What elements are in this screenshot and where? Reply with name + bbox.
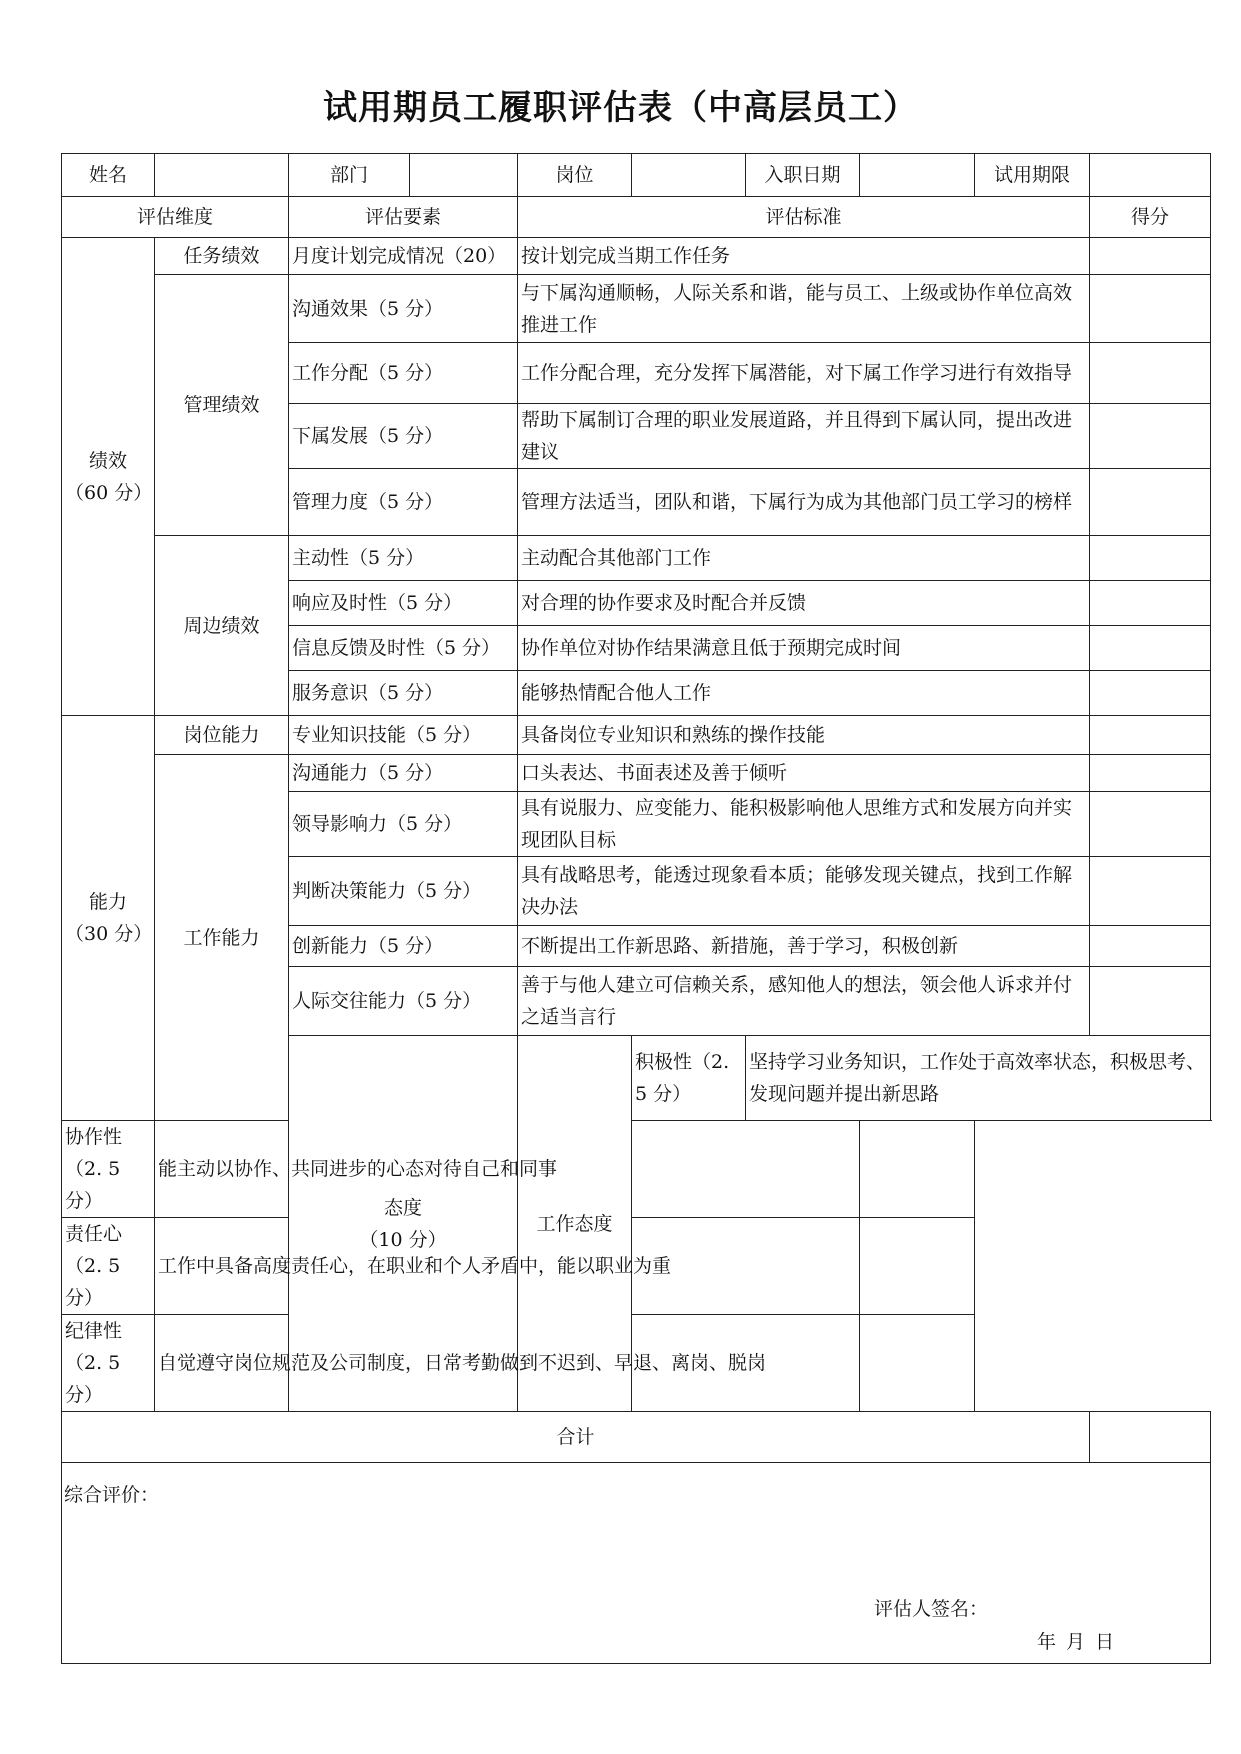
summary-label: 综合评价：: [64, 1484, 160, 1506]
header-standard: 评估标准: [518, 197, 1090, 238]
element-cell: 沟通能力（5 分）: [289, 755, 518, 792]
standard-cell: 帮助下属制订合理的职业发展道路，并且得到下属认同，提出改进建议: [518, 404, 1090, 469]
element-cell: 服务意识（5 分）: [289, 671, 518, 716]
department-group: [289, 154, 518, 197]
standard-cell: 管理方法适当，团队和谐，下属行为成为其他部门员工学习的榜样: [518, 469, 1090, 536]
signer-label: 评估人签名：: [874, 1598, 989, 1620]
standard-cell: 不断提出工作新思路、新措施，善于学习，积极创新: [518, 926, 1090, 967]
header-score: 得分: [1090, 197, 1211, 238]
element-cell: 响应及时性（5 分）: [289, 581, 518, 626]
score-cell[interactable]: [1090, 469, 1211, 536]
score-cell[interactable]: [1090, 275, 1211, 343]
standard-cell: 善于与他人建立可信赖关系，感知他人的想法，领会他人诉求并付之适当言行: [518, 967, 1090, 1036]
element-cell: 信息反馈及时性（5 分）: [289, 626, 518, 671]
dimension-attitude-name: 态度: [383, 1196, 422, 1219]
standard-cell: 对合理的协作要求及时配合并反馈: [518, 581, 1090, 626]
subdimension-peripheral: 周边绩效: [155, 536, 289, 716]
score-cell[interactable]: [1090, 671, 1211, 716]
entry-date-value-cell[interactable]: [860, 154, 975, 197]
header-dimension: 评估维度: [62, 197, 289, 238]
standard-cell: 按计划完成当期工作任务: [518, 238, 1090, 275]
standard-cell: 坚持学习业务知识，工作处于高效率状态，积极思考、发现问题并提出新思路: [746, 1036, 1211, 1121]
score-cell[interactable]: [1090, 343, 1211, 404]
subdimension-task: 任务绩效: [155, 238, 289, 275]
score-cell[interactable]: [1090, 536, 1211, 581]
score-cell[interactable]: [1090, 626, 1211, 671]
standard-cell: 与下属沟通顺畅，人际关系和谐，能与员工、上级或协作单位高效推进工作: [518, 275, 1090, 343]
standard-cell: 协作单位对协作结果满意且低于预期完成时间: [518, 626, 1090, 671]
total-score-cell[interactable]: [1090, 1412, 1211, 1463]
dimension-ability: [62, 716, 155, 1121]
summary-section[interactable]: [62, 1463, 1211, 1664]
standard-cell: 具备岗位专业知识和熟练的操作技能: [518, 716, 1090, 755]
date-label: 年 月 日: [1037, 1631, 1117, 1653]
department-value-cell[interactable]: [410, 154, 518, 196]
standard-cell: 具有说服力、应变能力、能积极影响他人思维方式和发展方向并实现团队目标: [518, 792, 1090, 857]
score-cell[interactable]: [1090, 792, 1211, 857]
score-cell[interactable]: [1090, 238, 1211, 275]
standard-cell: 能够热情配合他人工作: [518, 671, 1090, 716]
dimension-ability-name: 能力: [88, 891, 127, 913]
standard-cell: 自觉遵守岗位规范及公司制度，日常考勤做到不迟到、早退、离岗、脱岗: [155, 1315, 860, 1412]
score-cell[interactable]: [1090, 967, 1211, 1036]
subdimension-work-ability: 工作能力: [155, 755, 289, 1121]
standard-cell: 口头表达、书面表述及善于倾听: [518, 755, 1090, 792]
position-value-cell[interactable]: [632, 154, 746, 197]
dimension-performance: [62, 238, 155, 716]
header-elements: 评估要素: [289, 197, 518, 238]
element-cell: 管理力度（5 分）: [289, 469, 518, 536]
element-cell: 下属发展（5 分）: [289, 404, 518, 469]
element-cell: 人际交往能力（5 分）: [289, 967, 518, 1036]
element-cell: 月度计划完成情况（20）: [289, 238, 518, 275]
score-cell[interactable]: [1090, 581, 1211, 626]
probation-label: 试用期限: [975, 154, 1090, 197]
score-cell[interactable]: [1090, 926, 1211, 967]
element-cell: 积极性（2. 5 分）: [632, 1036, 746, 1121]
dimension-performance-name: 绩效: [88, 449, 127, 472]
total-label: 合计: [62, 1412, 1090, 1463]
subdimension-management: 管理绩效: [155, 275, 289, 536]
standard-cell: 工作分配合理，充分发挥下属潜能，对下属工作学习进行有效指导: [518, 343, 1090, 404]
score-cell[interactable]: [860, 1218, 975, 1315]
position-label: 岗位: [518, 154, 632, 197]
element-cell: 沟通效果（5 分）: [289, 275, 518, 343]
element-cell: 领导影响力（5 分）: [289, 792, 518, 857]
standard-cell: 主动配合其他部门工作: [518, 536, 1090, 581]
probation-value-cell[interactable]: [1090, 154, 1211, 197]
entry-date-label: 入职日期: [746, 154, 860, 197]
dimension-attitude-points: （10 分）: [359, 1228, 447, 1251]
dimension-ability-points: （30 分）: [65, 923, 153, 945]
standard-cell: 工作中具备高度责任心，在职业和个人矛盾中，能以职业为重: [155, 1218, 860, 1315]
score-cell[interactable]: [1090, 857, 1211, 926]
name-label: 姓名: [62, 154, 155, 197]
element-cell: 判断决策能力（5 分）: [289, 857, 518, 926]
element-cell: 责任心（2. 5 分）: [62, 1218, 155, 1315]
score-cell[interactable]: [860, 1121, 975, 1218]
element-cell: 专业知识技能（5 分）: [289, 716, 518, 755]
element-cell: 工作分配（5 分）: [289, 343, 518, 404]
standard-cell: 能主动以协作、共同进步的心态对待自己和同事: [155, 1121, 860, 1218]
standard-cell: 具有战略思考，能透过现象看本质；能够发现关键点，找到工作解决办法: [518, 857, 1090, 926]
score-cell[interactable]: [860, 1315, 975, 1412]
element-cell: 创新能力（5 分）: [289, 926, 518, 967]
score-cell[interactable]: [1090, 404, 1211, 469]
dimension-performance-points: （60 分）: [65, 481, 153, 504]
evaluation-form-table: [61, 153, 1211, 1664]
name-value-cell[interactable]: [155, 154, 289, 197]
element-cell: 主动性（5 分）: [289, 536, 518, 581]
subdimension-work-attitude: 工作态度: [518, 1036, 632, 1412]
subdimension-post: 岗位能力: [155, 716, 289, 755]
element-cell: 协作性（2. 5 分）: [62, 1121, 155, 1218]
score-cell[interactable]: [1090, 716, 1211, 755]
score-cell[interactable]: [1090, 755, 1211, 792]
element-cell: 纪律性（2. 5 分）: [62, 1315, 155, 1412]
page-title: 试用期员工履职评估表（中高层员工）: [323, 88, 918, 128]
department-label: 部门: [289, 154, 410, 196]
